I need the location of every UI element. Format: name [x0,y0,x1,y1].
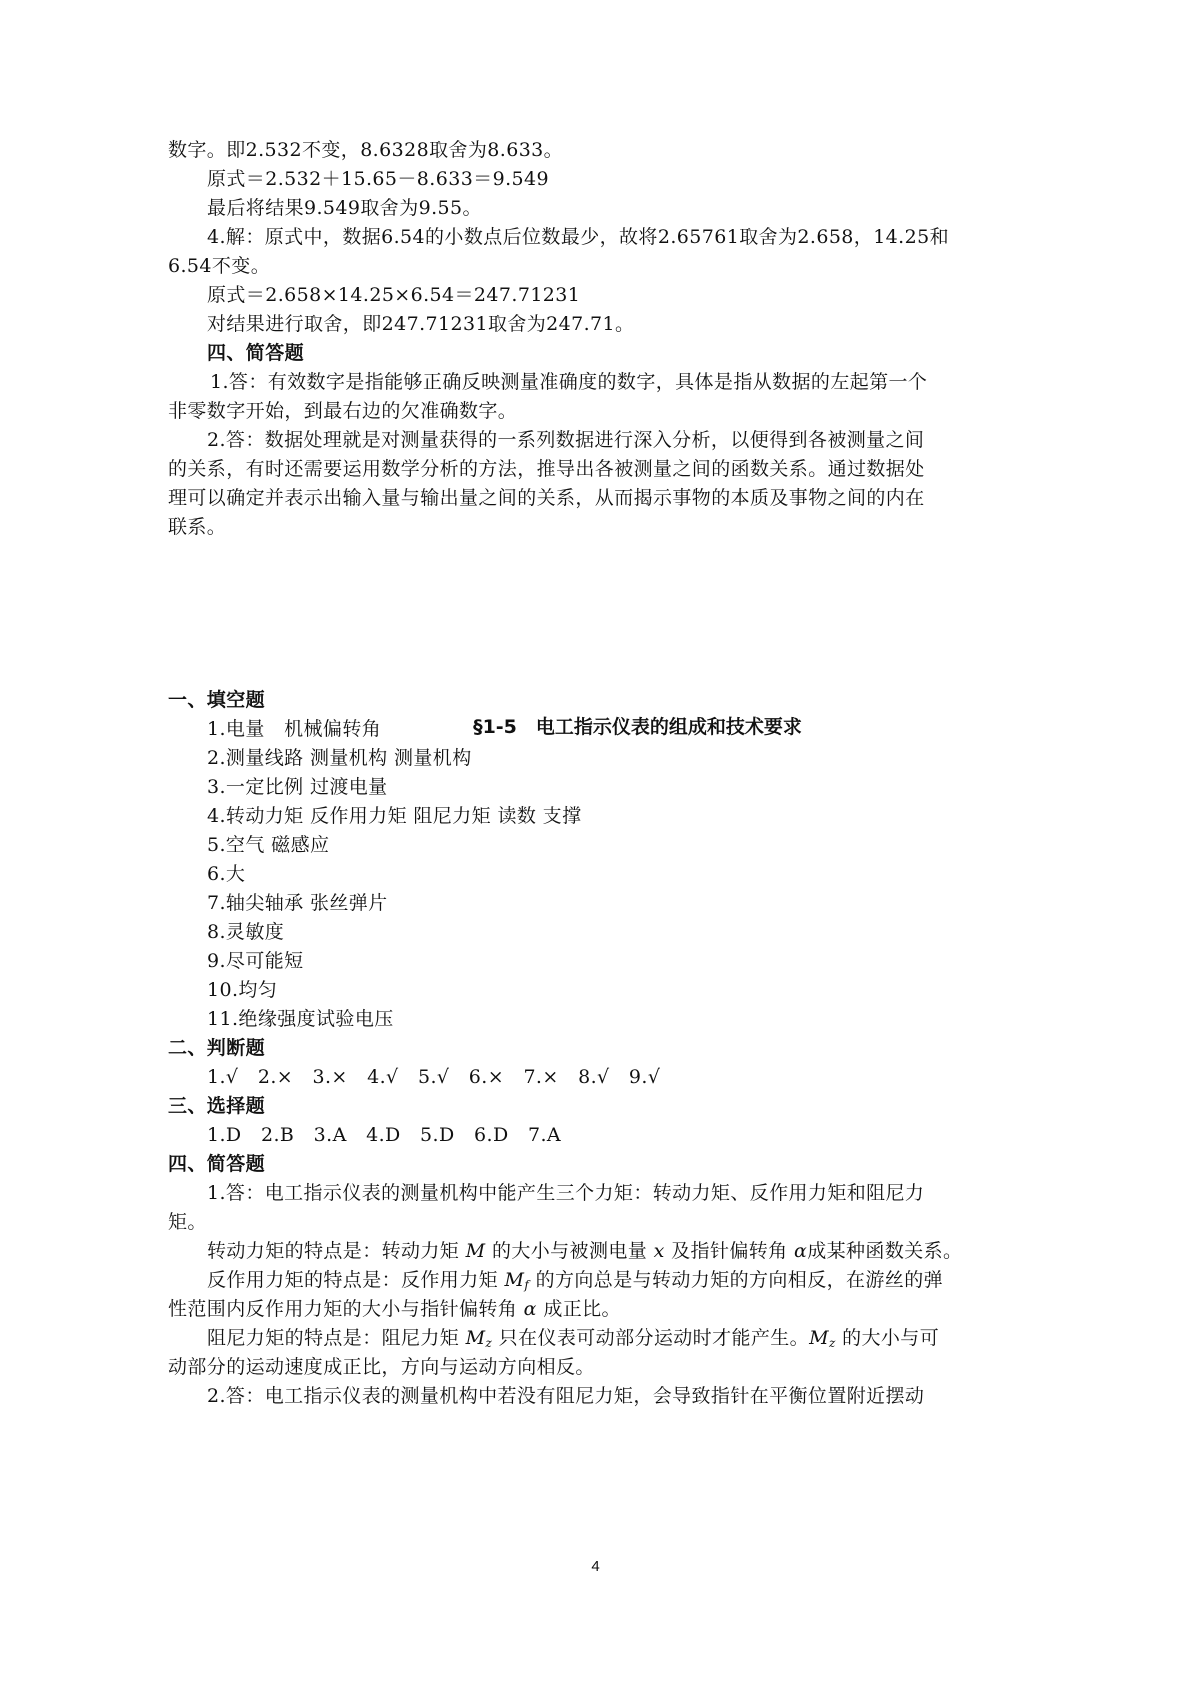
math-symbol: M [465,1240,486,1262]
text-line: 对结果进行取舍，即247.71231取舍为247.71。 [207,313,635,335]
text-line: 非零数字开始，到最右边的欠准确数字。 [168,400,518,422]
section-heading: 二、判断题 [168,1037,266,1059]
math-symbol: M [465,1327,486,1349]
text-line: 动部分的运动速度成正比，方向与运动方向相反。 [168,1356,595,1378]
section-title [0,715,1191,739]
text-run: 及指针偏转角 [664,1240,794,1262]
text-line: 1.答：有效数字是指能够正确反映测量准确度的数字，具体是指从数据的左起第一个 [210,371,928,393]
answer-item: 4.转动力矩 反作用力矩 阻尼力矩 读数 支撑 [207,805,582,827]
text-run: 的大小与可 [835,1327,940,1349]
text-line: 原式＝2.658×14.25×6.54＝247.71231 [207,284,581,306]
text-run: 阻尼力矩的特点是：阻尼力矩 [207,1327,466,1349]
text-line: 2.答：数据处理就是对测量获得的一系列数据进行深入分析，以便得到各被测量之间 [207,429,925,451]
text-run: 转动力矩的特点是：转动力矩 [207,1240,466,1262]
section-heading: 三、选择题 [168,1095,266,1117]
answer-item: 3.一定比例 过渡电量 [207,776,388,798]
text-line: 1.答：电工指示仪表的测量机构中能产生三个力矩：转动力矩、反作用力矩和阻尼力 [207,1182,925,1204]
math-symbol: α [523,1298,537,1320]
answer-item: 2.测量线路 测量机构 测量机构 [207,747,472,769]
math-symbol: α [794,1240,808,1262]
text-line: 联系。 [168,516,227,538]
page-number: 4 [591,1558,600,1575]
math-subscript: z [485,1336,493,1350]
text-run: 性范围内反作用力矩的大小与指针偏转角 [168,1298,524,1320]
text-line: 理可以确定并表示出输入量与输出量之间的关系，从而揭示事物的本质及事物之间的内在 [168,487,925,509]
text-line [207,1326,939,1355]
text-line: 2.答：电工指示仪表的测量机构中若没有阻尼力矩，会导致指针在平衡位置附近摆动 [207,1385,925,1407]
text-run: 的大小与被测电量 [485,1240,654,1262]
text-run: 只在仪表可动部分运动时才能产生。 [492,1327,810,1349]
text-line: 的关系，有时还需要运用数学分析的方法，推导出各被测量之间的函数关系。通过数据处 [168,458,925,480]
answer-line: 1.√ 2.× 3.× 4.√ 5.√ 6.× 7.× 8.√ 9.√ [207,1066,661,1088]
text-run: 成正比。 [536,1298,621,1320]
section-heading: 四、简答题 [168,1153,266,1175]
answer-item: 10.均匀 [207,979,278,1001]
text-line: 数字。即2.532不变，8.6328取舍为8.633。 [168,139,564,161]
math-symbol: x [653,1240,665,1262]
text-run: 成某种函数关系。 [807,1240,963,1262]
answer-line: 1.D 2.B 3.A 4.D 5.D 6.D 7.A [207,1124,562,1146]
text-line: 6.54不变。 [168,255,271,277]
text-line: 4.解：原式中，数据6.54的小数点后位数最少，故将2.65761取舍为2.658，14.25和 [207,226,949,248]
section-heading: 四、简答题 [207,342,305,364]
text-line [207,1239,962,1263]
answer-item: 11.绝缘强度试验电压 [207,1008,394,1030]
text-run: 反作用力矩的特点是：反作用力矩 [207,1269,505,1291]
answer-item: 6.大 [207,863,246,885]
math-subscript: z [828,1336,836,1350]
math-symbol: M [809,1327,829,1349]
answer-item: 5.空气 磁感应 [207,834,330,856]
answer-item: 1.电量 机械偏转角 [207,718,382,740]
math-symbol: M [504,1269,525,1291]
text-line [168,1297,621,1321]
answer-item: 7.轴尖轴承 张丝弹片 [207,892,388,914]
section-heading: 一、填空题 [168,689,266,711]
text-line: 原式＝2.532＋15.65－8.633＝9.549 [207,168,549,190]
answer-item: 9.尽可能短 [207,950,304,972]
text-run: 的方向总是与转动力矩的方向相反，在游丝的弹 [529,1269,943,1291]
section-title-text: §1-5 电工指示仪表的组成和技术要求 [473,716,802,738]
text-line [207,1268,943,1297]
text-line: 最后将结果9.549取舍为9.55。 [207,197,482,219]
answer-item: 8.灵敏度 [207,921,285,943]
math-subscript: f [524,1278,530,1292]
text-line: 矩。 [168,1211,207,1233]
